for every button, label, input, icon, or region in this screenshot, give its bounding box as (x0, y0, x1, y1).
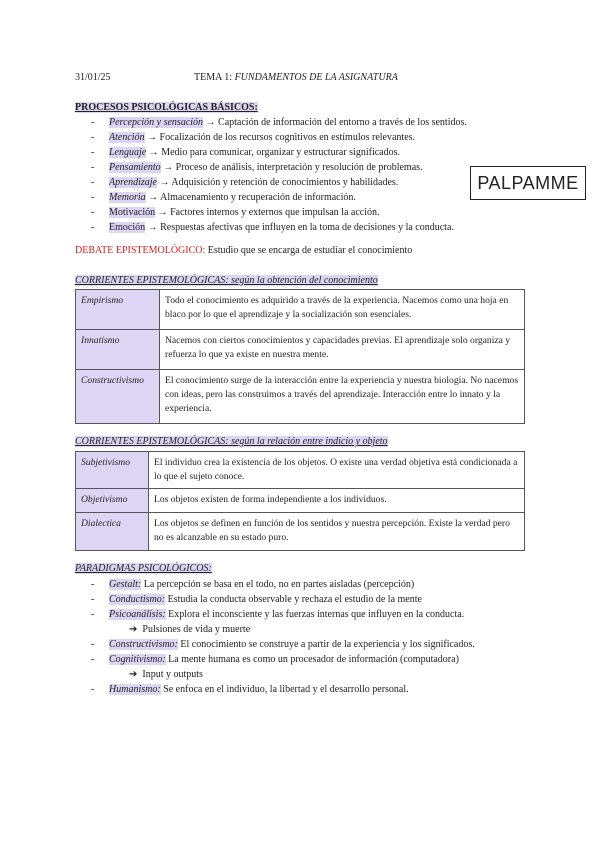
paradigmas-list (91, 577, 475, 697)
table-row (76, 330, 525, 370)
table-row (76, 290, 525, 330)
list-item: - Constructivismo: El conocimiento se construye a partir de la experiencia y los significados. (91, 639, 475, 650)
list-item: - Lenguaje → Medio para comunicar, organizar y estructurar significados. (91, 147, 400, 158)
table-cell-desc: Los objetos existen de forma independiente a los individuos. (149, 489, 525, 513)
list-item: - Pensamiento → Proceso de análisis, interpretación y resolución de problemas. (91, 162, 423, 173)
table-cell-desc: Nacemos con ciertos conocimientos y capacidades previas. El aprendizaje solo organiza y refuerza lo que ya existe en nuestra mente. (160, 330, 525, 370)
table-cell-term: Innatismo (76, 330, 160, 370)
table-cell-term: Empirismo (76, 290, 160, 330)
corrientes1-heading: CORRIENTES EPISTEMOLÓGICAS: según la obtención del conocimiento (75, 275, 378, 286)
debate-label: DEBATE EPISTEMOLÓGICO: (75, 245, 206, 256)
paradigmas-heading: PARADIGMAS PSICOLÓGICOS: (75, 563, 212, 574)
list-item: - Gestalt: La percepción se basa en el todo, no en partes aisladas (percepción) (91, 579, 415, 590)
procesos-heading: PROCESOS PSICOLÓGICAS BÁSICOS: (75, 102, 258, 113)
corrientes1-table (75, 289, 525, 424)
table-cell-term: Subjetivismo (76, 452, 149, 489)
table-row (76, 452, 525, 489)
table-cell-desc: Los objetos se definen en función de los sentidos y nuestra percepción. Existe la verdad pero no es alcanzable en su estado puro. (149, 513, 525, 551)
table-cell-desc: El individuo crea la existencia de los objetos. O existe una verdad objetiva está condicionada a lo que el sujeto conoce. (149, 452, 525, 489)
procesos-list (91, 115, 467, 235)
list-item: - Motivación → Factores internos y externos que impulsan la acción. (91, 207, 380, 218)
corrientes2-table (75, 451, 525, 551)
table-row (76, 370, 525, 424)
tema-prefix: TEMA 1: (194, 72, 235, 83)
list-item: - Atención → Focalización de los recursos cognitivos en estímulos relevantes. (91, 132, 416, 143)
sub-item: ➔ Pulsiones de vida y muerte (129, 624, 251, 635)
debate-text: Estudio que se encarga de estudiar el conocimiento (207, 245, 413, 256)
date: 31/01/25 (75, 72, 111, 83)
table-cell-desc: Todo el conocimiento es adquirido a través de la experiencia. Nacemos como una hoja en blaco por lo que el aprendizaje y la socialización son esenciales. (160, 290, 525, 330)
list-item: - Humanismo: Se enfoca en el individuo, la libertad y el desarrollo personal. (91, 684, 409, 695)
table-cell-term: Objetivismo (76, 489, 149, 513)
corrientes2-heading: CORRIENTES EPISTEMOLÓGICAS: según la relación entre indicio y objeto (75, 436, 388, 447)
page-title (194, 72, 398, 83)
list-item: - Memoria → Almacenamiento y recuperación de información. (91, 192, 356, 203)
list-item: - Psicoanálisis: Explora el inconsciente y las fuerzas internas que influyen en la conducta. (91, 609, 465, 620)
sub-item: ➔ Input y outputs (129, 669, 203, 680)
list-item: - Aprendizaje → Adquisición y retención de conocimientos y habilidades. (91, 177, 399, 188)
list-item: - Percepción y sensación → Captación de información del entorno a través de los sentidos. (91, 117, 467, 128)
list-item: - Conductismo: Estudia la conducta observable y rechaza el estudio de la mente (91, 594, 422, 605)
table-cell-term: Dialectica (76, 513, 149, 551)
table-cell-desc: El conocimiento surge de la interacción entre la experiencia y nuestra biología. No nacemos con ideas, pero las construimos a través del aprendizaje. Interacción entre lo innato y la experiencia. (160, 370, 525, 424)
table-row (76, 513, 525, 551)
tema-title: FUNDAMENTOS DE LA ASIGNATURA (234, 72, 398, 83)
table-row (76, 489, 525, 513)
list-item: - Emoción → Respuestas afectivas que influyen en la toma de decisiones y la conducta. (91, 222, 454, 233)
debate-line (75, 245, 412, 256)
palpamme-stamp: PALPAMME (470, 166, 586, 200)
table-cell-term: Constructivismo (76, 370, 160, 424)
list-item: - Cognitivismo: La mente humana es como un procesador de información (computadora) (91, 654, 459, 665)
